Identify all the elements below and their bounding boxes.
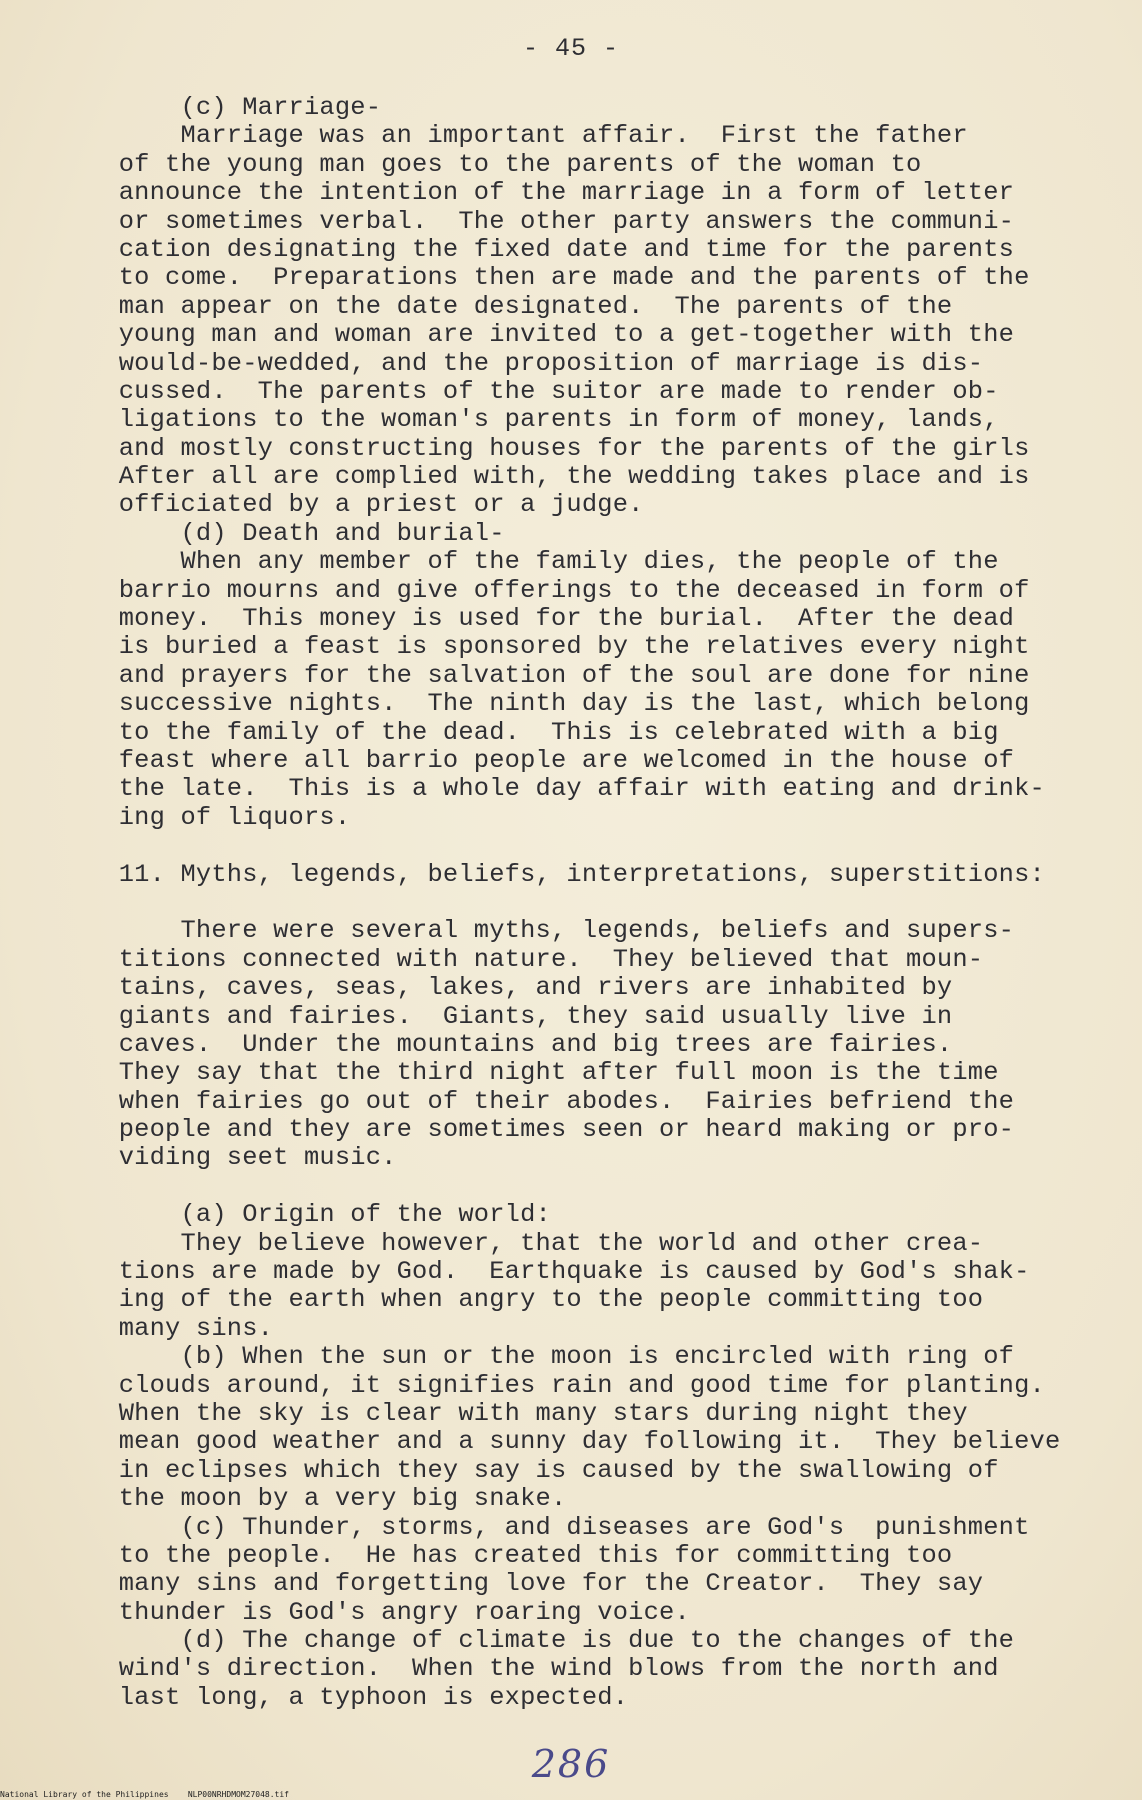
text-line: viding seet music. xyxy=(57,1143,397,1173)
text-line: and mostly constructing houses for the parents of the girls xyxy=(57,433,1030,463)
text-line: young man and woman are invited to a get-together with the xyxy=(57,320,1015,350)
text-line: of the young man goes to the parents of the woman to xyxy=(57,149,922,179)
text-line: man appear on the date designated. The parents of the xyxy=(57,291,953,321)
page-number: - 45 - xyxy=(522,34,619,63)
text-line: barrio mourns and give offerings to the deceased in form of xyxy=(57,575,1030,605)
text-line: titions connected with nature. They believed that moun- xyxy=(57,944,984,974)
text-line: (d) The change of climate is due to the changes of the xyxy=(57,1626,1015,1656)
text-line: to come. Preparations then are made and the parents of the xyxy=(57,263,1030,293)
text-line: giants and fairies. Giants, they said usually live in xyxy=(57,1001,953,1031)
text-line: 11. Myths, legends, beliefs, interpretations, superstitions: xyxy=(57,859,1045,889)
text-line: cation designating the fixed date and time for the parents xyxy=(57,234,1015,264)
text-line: mean good weather and a sunny day following it. They believe xyxy=(57,1427,1061,1457)
text-line: clouds around, it signifies rain and good time for planting. xyxy=(57,1370,1045,1400)
text-line: thunder is God's angry roaring voice. xyxy=(57,1597,690,1627)
text-line: last long, a typhoon is expected. xyxy=(57,1682,629,1712)
text-line: in eclipses which they say is caused by the swallowing of xyxy=(57,1455,999,1485)
text-line: many sins and forgetting love for the Creator. They say xyxy=(57,1569,984,1599)
text-line: the late. This is a whole day affair with eating and drink- xyxy=(57,774,1045,804)
text-line: They believe however, that the world and other crea- xyxy=(57,1228,984,1258)
text-line: to the family of the dead. This is celebrated with a big xyxy=(57,717,999,747)
text-line: is buried a feast is sponsored by the relatives every night xyxy=(57,632,1030,662)
text-line: officiated by a priest or a judge. xyxy=(57,490,644,520)
text-line: After all are complied with, the wedding takes place and is xyxy=(57,462,1030,492)
text-line: and prayers for the salvation of the soul are done for nine xyxy=(57,660,1030,690)
text-line: tains, caves, seas, lakes, and rivers are inhabited by xyxy=(57,973,953,1003)
text-line: successive nights. The ninth day is the last, which belong xyxy=(57,689,1030,719)
blank-line xyxy=(57,1173,1087,1201)
text-line: cussed. The parents of the suitor are made to render ob- xyxy=(57,376,999,406)
document-body xyxy=(57,94,1087,1712)
text-line: the moon by a very big snake. xyxy=(57,1484,567,1514)
text-line: feast where all barrio people are welcomed in the house of xyxy=(57,745,1015,775)
text-line: to the people. He has created this for committing too xyxy=(57,1540,953,1570)
text-line: money. This money is used for the burial. After the dead xyxy=(57,604,1015,634)
text-line: when fairies go out of their abodes. Fairies befriend the xyxy=(57,1086,1015,1116)
archive-footer: National Library of the Philippines NLP00NRHDMOM27048.tif xyxy=(0,1790,289,1799)
text-line: ligations to the woman's parents in form of money, lands, xyxy=(57,405,999,435)
text-line: Marriage was an important affair. First the father xyxy=(57,121,968,151)
text-line: ing of the earth when angry to the people committing too xyxy=(57,1285,984,1315)
blank-line xyxy=(57,832,1087,860)
text-line: (a) Origin of the world: xyxy=(57,1200,551,1230)
text-line: announce the intention of the marriage in a form of letter xyxy=(57,178,1015,208)
text-line: tions are made by God. Earthquake is caused by God's shak- xyxy=(57,1257,1030,1287)
text-line: people and they are sometimes seen or heard making or pro- xyxy=(57,1115,1015,1145)
text-line: (c) Marriage- xyxy=(57,93,382,122)
text-line: (d) Death and burial- xyxy=(57,518,505,548)
blank-line xyxy=(57,889,1087,917)
text-line: (b) When the sun or the moon is encircled with ring of xyxy=(57,1342,1015,1372)
text-line: or sometimes verbal. The other party answers the communi- xyxy=(57,206,1015,236)
text-line: When the sky is clear with many stars during night they xyxy=(57,1398,968,1428)
text-line: many sins. xyxy=(57,1313,274,1343)
handwritten-page-number: 286 xyxy=(531,1742,611,1786)
text-line: They say that the third night after full moon is the time xyxy=(57,1058,999,1088)
text-line: wind's direction. When the wind blows from the north and xyxy=(57,1654,999,1684)
text-line: There were several myths, legends, beliefs and supers- xyxy=(57,916,1015,946)
text-line: caves. Under the mountains and big trees are fairies. xyxy=(57,1029,953,1059)
text-line: ing of liquors. xyxy=(57,802,351,832)
text-line: (c) Thunder, storms, and diseases are God's punishment xyxy=(57,1512,1030,1542)
text-line: would-be-wedded, and the proposition of marriage is dis- xyxy=(57,348,984,378)
text-line: When any member of the family dies, the people of the xyxy=(57,547,999,577)
